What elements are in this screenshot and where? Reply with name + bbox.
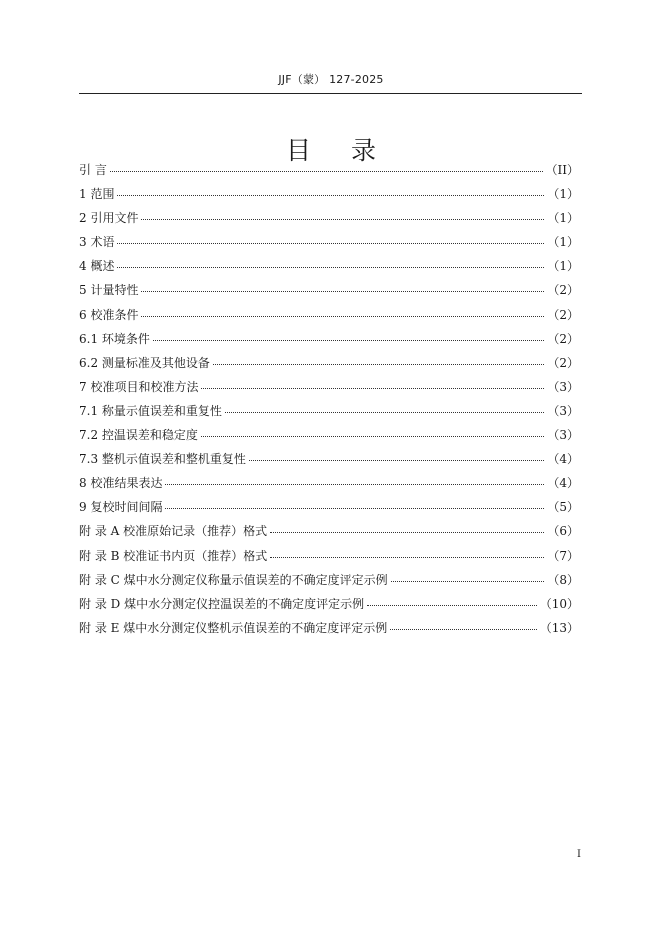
toc-dot-leader	[391, 580, 545, 582]
toc-entry[interactable]	[79, 474, 579, 498]
toc-entry-label: 6 校准条件	[79, 307, 139, 322]
toc-entry[interactable]	[79, 426, 579, 450]
toc-entry-label: 8 校准结果表达	[79, 476, 163, 491]
toc-entry-label: 1 范围	[79, 187, 115, 202]
toc-dot-leader	[117, 242, 544, 244]
toc-entry-page: （3）	[547, 403, 579, 418]
toc-dot-leader	[141, 290, 544, 292]
toc-entry-label: 6.1 环境条件	[79, 331, 150, 346]
toc-dot-leader	[117, 266, 544, 268]
toc-entry-page: （4）	[547, 452, 579, 467]
toc-entry-page: （1）	[547, 235, 579, 250]
toc-entry[interactable]	[79, 522, 579, 546]
toc-dot-leader	[201, 387, 544, 389]
toc-entry[interactable]	[79, 281, 579, 305]
toc-entry[interactable]	[79, 498, 579, 522]
toc-entry-page: （1）	[547, 187, 579, 202]
toc-entry-page: （1）	[547, 259, 579, 274]
toc-entry-label: 5 计量特性	[79, 283, 139, 298]
toc-entry[interactable]	[79, 402, 579, 426]
toc-dot-leader	[141, 218, 544, 220]
toc-entry[interactable]	[79, 161, 579, 185]
toc-dot-leader	[390, 628, 537, 630]
toc-entry-label: 7.1 称量示值误差和重复性	[79, 403, 222, 418]
toc-entry-page: （II）	[545, 163, 579, 177]
toc-dot-leader	[153, 339, 544, 341]
toc-entry[interactable]	[79, 306, 579, 330]
toc-entry-label: 7 校准项目和校准方法	[79, 379, 199, 394]
toc-entry-label: 3 术语	[79, 235, 115, 250]
toc-dot-leader	[249, 459, 544, 461]
toc-dot-leader	[367, 604, 537, 606]
toc-dot-leader	[165, 483, 544, 485]
toc-entry-page: （2）	[547, 283, 579, 298]
toc-dot-leader	[225, 411, 544, 413]
toc-entry[interactable]	[79, 330, 579, 354]
toc-title: 目 录	[286, 136, 392, 165]
toc-entry-page: （4）	[547, 476, 579, 491]
toc-entry-label: 附 录 E 煤中水分测定仪整机示值误差的不确定度评定示例	[79, 620, 388, 635]
toc-entry[interactable]	[79, 354, 579, 378]
toc-entry-page: （2）	[547, 307, 579, 322]
toc-entry-label: 4 概述	[79, 259, 115, 274]
toc-dot-leader	[165, 507, 544, 509]
table-of-contents	[79, 161, 579, 643]
toc-dot-leader	[117, 194, 544, 196]
toc-entry-page: （5）	[547, 500, 579, 515]
toc-entry-page: （13）	[539, 620, 579, 635]
toc-entry[interactable]	[79, 450, 579, 474]
toc-entry-label: 附 录 B 校准证书内页（推荐）格式	[79, 548, 268, 563]
toc-entry[interactable]	[79, 547, 579, 571]
toc-entry-page: （8）	[547, 572, 579, 587]
toc-entry-label: 附 录 C 煤中水分测定仪称量示值误差的不确定度评定示例	[79, 572, 388, 587]
toc-dot-leader	[213, 363, 544, 365]
toc-entry-label: 9 复校时间间隔	[79, 500, 163, 515]
running-header: JJF（蒙） 127-2025	[278, 73, 384, 86]
toc-entry-page: （1）	[547, 211, 579, 226]
toc-dot-leader	[270, 556, 544, 558]
toc-entry-label: 2 引用文件	[79, 211, 139, 226]
toc-entry-page: （10）	[539, 596, 579, 611]
toc-entry[interactable]	[79, 378, 579, 402]
toc-entry-label: 6.2 测量标准及其他设备	[79, 355, 210, 370]
toc-entry-page: （6）	[547, 524, 579, 539]
toc-entry[interactable]	[79, 595, 579, 619]
toc-entry-page: （2）	[547, 355, 579, 370]
toc-dot-leader	[201, 435, 544, 437]
toc-dot-leader	[141, 315, 544, 317]
toc-entry-label: 引 言	[79, 163, 107, 177]
toc-entry[interactable]	[79, 185, 579, 209]
toc-entry-page: （3）	[547, 379, 579, 394]
header-divider	[79, 93, 582, 94]
toc-entry-label: 7.3 整机示值误差和整机重复性	[79, 452, 246, 467]
toc-entry-page: （3）	[547, 428, 579, 443]
toc-entry[interactable]	[79, 619, 579, 643]
toc-entry-label: 附 录 D 煤中水分测定仪控温误差的不确定度评定示例	[79, 596, 365, 611]
page-number: I	[577, 849, 581, 860]
toc-entry-page: （7）	[547, 548, 579, 563]
toc-entry-label: 7.2 控温误差和稳定度	[79, 428, 198, 443]
toc-dot-leader	[110, 170, 543, 172]
toc-entry-label: 附 录 A 校准原始记录（推荐）格式	[79, 524, 268, 539]
toc-entry[interactable]	[79, 233, 579, 257]
toc-entry[interactable]	[79, 257, 579, 281]
toc-dot-leader	[270, 531, 544, 533]
toc-entry-page: （2）	[547, 331, 579, 346]
toc-entry[interactable]	[79, 209, 579, 233]
toc-entry[interactable]	[79, 571, 579, 595]
